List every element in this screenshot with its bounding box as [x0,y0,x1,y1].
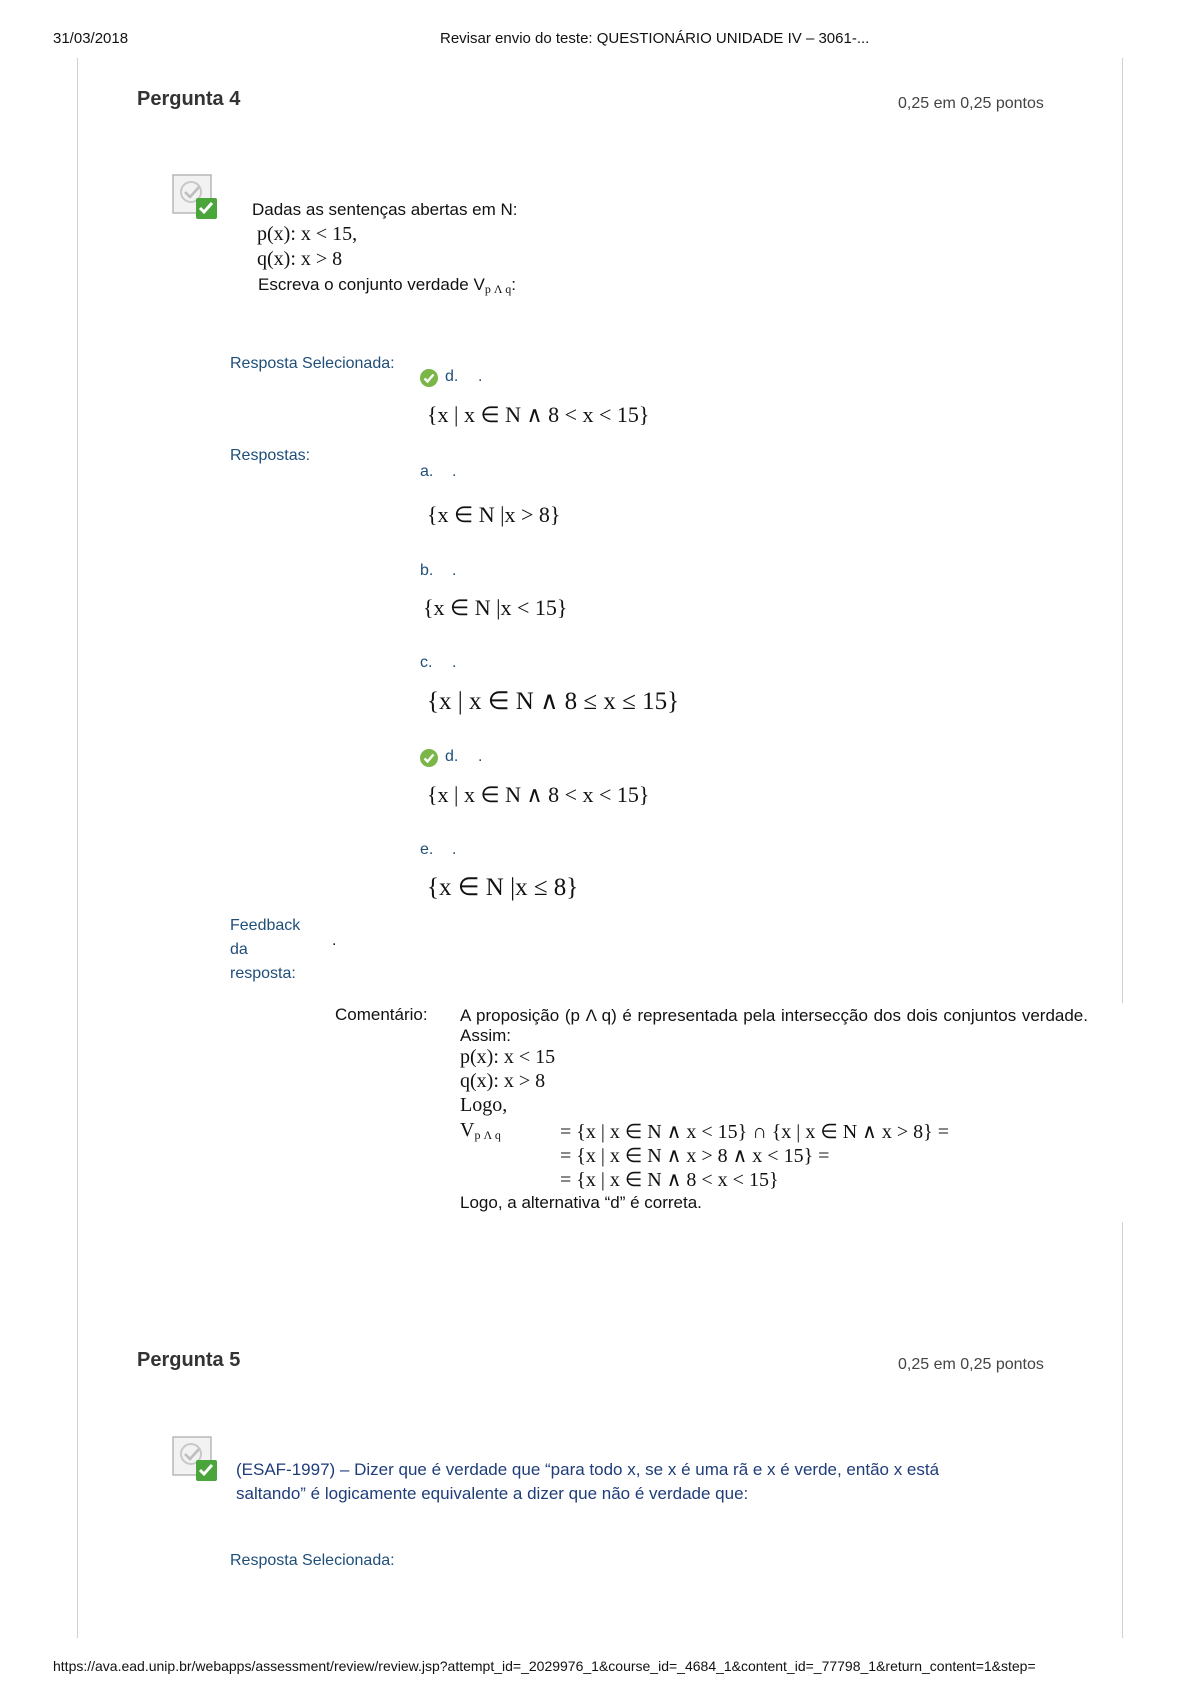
selected-answer-label: Resposta Selecionada: [230,1552,395,1569]
content-border-right [1122,58,1123,1003]
print-footer-url: https://ava.ead.unip.br/webapps/assessment/review/review.jsp?attempt_id=_2029976_1&course_id=_4684_1&content_id=_77798_1&return_content=1&step= [53,1658,1036,1674]
selected-answer-dot: . [478,368,483,385]
question-stem-line: Dadas as sentenças abertas em N: [252,200,518,219]
comment-line-p: p(x): x < 15 [460,1046,556,1068]
comment-equation-1: = {x | x ∈ N ∧ x < 15} ∩ {x | x ∈ N ∧ x > 8} = [560,1121,949,1143]
comment-equation-3: = {x | x ∈ N ∧ 8 < x < 15} [560,1169,779,1191]
question-stem: (ESAF-1997) – Dizer que é verdade que “para todo x, se x é uma rã e x é verde, então x está saltando” é logicamente equivalente a dizer que não é verdade que: [236,1460,940,1503]
option-a-dot: . [452,463,457,480]
comment-line-q: q(x): x > 8 [460,1070,546,1092]
comment-logo: Logo, [460,1094,508,1116]
feedback-dot: . [332,932,337,949]
selected-answer-letter: d. [445,368,459,385]
comment-label: Comentário: [335,1005,428,1024]
feedback-label-line: resposta: [230,965,296,982]
option-e-math: {x ∈ N |x ≤ 8} [427,874,579,901]
question-stem-line: p(x): x < 15, [257,223,358,245]
option-e-dot: . [452,841,457,858]
option-c-letter: c. [420,654,433,671]
correct-check-icon [420,749,438,767]
comment-equation-2: = {x | x ∈ N ∧ x > 8 ∧ x < 15} = [560,1145,830,1167]
option-d-math: {x | x ∈ N ∧ 8 < x < 15} [427,782,650,807]
print-page-title: Revisar envio do teste: QUESTIONÁRIO UNIDADE IV – 3061-... [440,30,870,47]
comment-conclusion: Logo, a alternativa “d” é correta. [460,1193,702,1212]
question-title: Pergunta 5 [137,1349,241,1371]
stem-text: Escreva o conjunto verdade V [258,275,485,294]
comment-paragraph: A proposição (p Λ q) é representada pela intersecção dos dois conjuntos verdade. Assim: [460,1006,1088,1045]
comment-v-label [460,1119,501,1143]
v-subscript: p Λ q [474,1128,501,1142]
correct-answer-icon [172,1436,218,1482]
v-symbol: V [460,1119,475,1141]
option-d-dot: . [478,748,483,765]
selected-answer-label: Resposta Selecionada: [230,355,395,372]
stem-subscript: p Λ q [484,282,512,296]
correct-answer-icon [172,174,218,220]
question-points: 0,25 em 0,25 pontos [898,1356,1044,1373]
option-b-letter: b. [420,562,434,579]
option-a-letter: a. [420,463,434,480]
option-e-letter: e. [420,841,434,858]
feedback-label-line: Feedback [230,917,301,934]
option-a-math: {x ∈ N |x > 8} [427,502,561,527]
question-stem-line: q(x): x > 8 [257,248,343,270]
option-c-dot: . [452,654,457,671]
print-date: 31/03/2018 [53,30,129,47]
question-title: Pergunta 4 [137,88,241,110]
feedback-label-line: da [230,941,248,958]
feedback-label [230,914,300,986]
option-b-math: {x ∈ N |x < 15} [423,595,568,620]
selected-answer-math: {x | x ∈ N ∧ 8 < x < 15} [427,402,650,427]
correct-check-icon [420,369,438,387]
content-border-right-lower [1122,1222,1123,1638]
answers-label: Respostas: [230,447,311,464]
question-stem-line [258,275,516,297]
content-border-left [77,58,78,1638]
option-d-letter: d. [445,748,459,765]
question-points: 0,25 em 0,25 pontos [898,95,1044,112]
option-c-math: {x | x ∈ N ∧ 8 ≤ x ≤ 15} [427,688,680,715]
option-b-dot: . [452,562,457,579]
stem-end: : [511,275,516,294]
